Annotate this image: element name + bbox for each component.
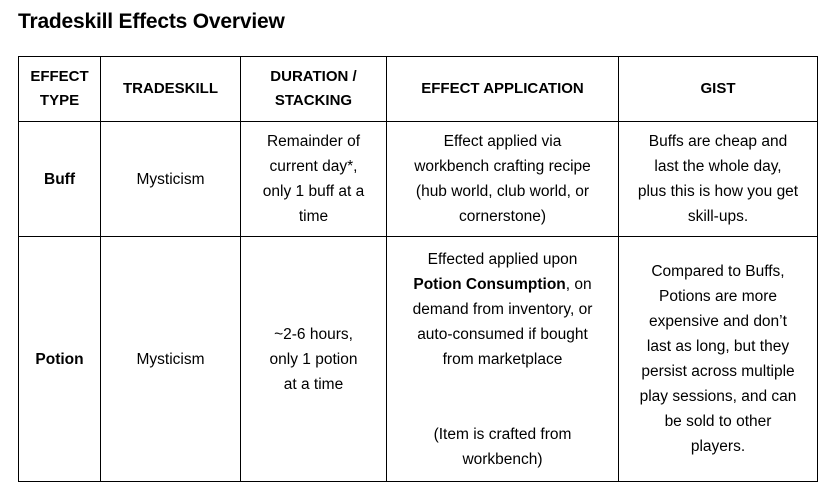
cell-effect-type: Buff (19, 122, 101, 237)
header-effect-application: EFFECT APPLICATION (387, 57, 619, 122)
cell-tradeskill: Mysticism (101, 237, 241, 482)
cell-gist: Buffs are cheap and last the whole day, plus this is how you get skill-ups. (619, 122, 818, 237)
cell-duration: ~2-6 hours, only 1 potion at a time (241, 237, 387, 482)
header-duration-stacking: DURATION / STACKING (241, 57, 387, 122)
header-effect-type: EFFECT TYPE (19, 57, 101, 122)
cell-gist: Compared to Buffs, Potions are more expensive and don’t last as long, but they persist across multiple play sessions, and can be sold to other players. (619, 237, 818, 482)
cell-duration: Remainder of current day*, only 1 buff at a time (241, 122, 387, 237)
header-tradeskill: TRADESKILL (101, 57, 241, 122)
cell-tradeskill: Mysticism (101, 122, 241, 237)
table-header-row (19, 57, 818, 122)
cell-effect-type: Potion (19, 237, 101, 482)
cell-application: Effected applied upon Potion Consumption, on demand from inventory, or auto-consumed if bought from marketplace (Item is crafted from workbench) (387, 237, 619, 482)
table-row-buff (19, 122, 818, 237)
page-title: Tradeskill Effects Overview (18, 10, 285, 33)
effects-table (18, 56, 818, 482)
header-gist: GIST (619, 57, 818, 122)
potion-consumption-emphasis: Potion Consumption (413, 275, 566, 293)
table-row-potion (19, 237, 818, 482)
cell-application: Effect applied via workbench crafting recipe (hub world, club world, or cornerstone) (387, 122, 619, 237)
